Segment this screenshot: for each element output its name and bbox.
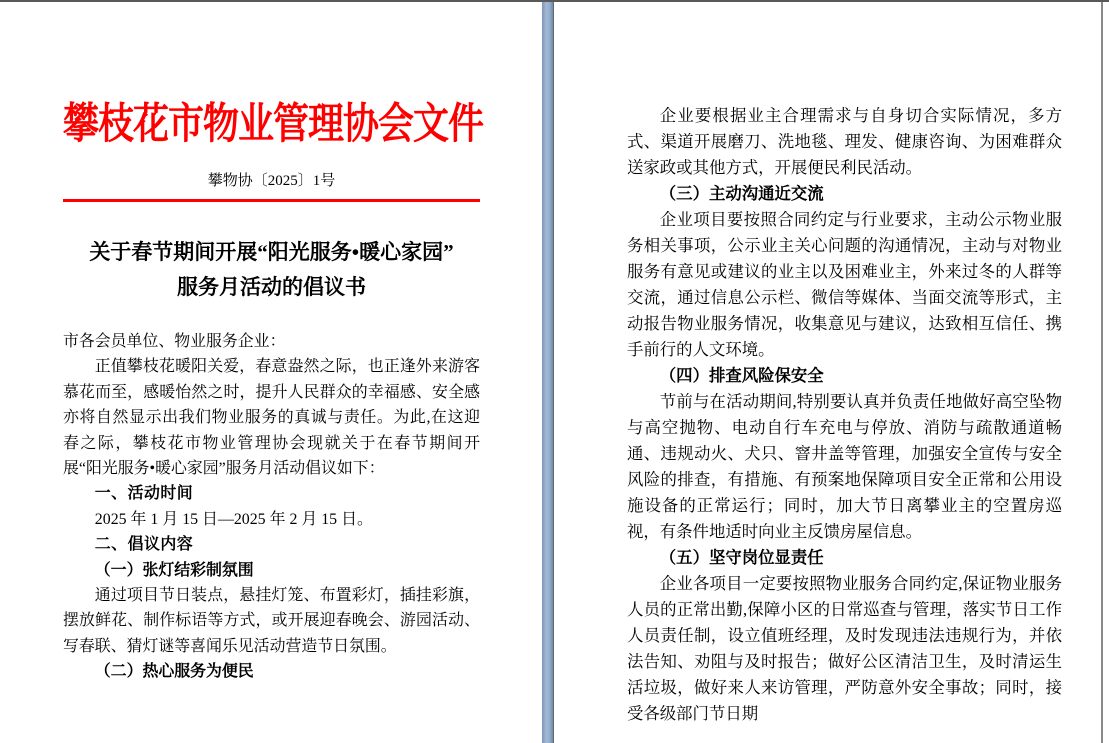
subsection-3-paragraph: 企业项目要按照合同约定与行业要求，主动公示物业服务相关事项，公示业主关心问题的沟通情况，主动与对物业服务有意见或建议的业主以及困难业主，外来过冬的人群等交流，通过信息公示栏、微信等媒体、当面交流等形式，主动报告物业服务情况，收集意见与建议，达致相互信任、携手前行的人文环境。	[627, 210, 1062, 359]
doc-number: 攀物协〔2025〕1号	[207, 173, 336, 189]
subsection-heading-1: （一）张灯结彩制氛围	[94, 561, 254, 579]
subsection-4-paragraph: 节前与在活动期间,特别要认真并负责任地做好高空坠物与高空抛物、电动自行车充电与停放、消防与疏散通道畅通、违规动火、犬只、窨井盖等管理，加强安全宣传与安全风险的排查，有措施、有预案地保障项目安全正常和公用设施设备的正常运行；同时，加大节日离攀业主的空置房巡视，有条件地适时向业主反馈房屋信息。	[627, 392, 1062, 541]
page-divider	[542, 2, 554, 743]
salutation: 市各会员单位、物业服务企业：	[63, 333, 286, 350]
section-heading-1: 一、活动时间	[94, 485, 194, 503]
document-title	[63, 235, 480, 305]
intro-paragraph: 正值攀枝花暖阳关爱，春意盎然之际，也正逢外来游客慕花而至，感暖怡然之时，提升人民群众的幸福感、安全感亦将自然显示出我们物业服务的真诚与责任。为此,在这迎春之际，攀枝花市物业管理协会现就关于在春节期间开展“阳光服务•暖心家园”服务月活动倡议如下：	[63, 358, 480, 478]
document-title-line1: 关于春节期间开展“阳光服务•暖心家园”	[89, 240, 454, 264]
subsection-heading-3: （三）主动沟通近交流	[659, 184, 824, 203]
subsection-1-paragraph: 通过项目节日装点，悬挂灯笼、布置彩灯，插挂彩旗，摆放鲜花、制作标语等方式，或开展迎春晚会、游园活动、写春联、猜灯谜等喜闻乐见活动营造节日氛围。	[63, 587, 480, 655]
page-left[interactable]	[0, 2, 542, 743]
subsection-2-paragraph: 企业要根据业主合理需求与自身切合实际情况，多方式、渠道开展磨刀、洗地毯、理发、健康咨询、为困难群众送家政或其他方式，开展便民利民活动。	[627, 106, 1062, 177]
subsection-heading-5: （五）坚守岗位显责任	[659, 548, 824, 567]
subsection-heading-4: （四）排查风险保安全	[659, 366, 824, 385]
document-title-line2: 服务月活动的倡议书	[177, 275, 366, 299]
viewport-edge-strip	[1103, 2, 1109, 743]
subsection-heading-2: （二）热心服务为便民	[94, 663, 254, 681]
subsection-5-paragraph: 企业各项目一定要按照物业服务合同约定,保证物业服务人员的正常出勤,保障小区的日常巡查与管理，落实节日工作人员责任制，设立值班经理，及时发现违法违规行为，并依法告知、劝阻与及时报告；做好公区清洁卫生，及时清运生活垃圾，做好来人来访管理，严防意外安全事故；同时，接受各级部门节日期	[627, 574, 1062, 723]
letterhead-title: 攀枝花市物业管理协会文件	[63, 100, 484, 148]
letterhead-rule	[63, 199, 480, 202]
section-heading-2: 二、倡议内容	[94, 536, 194, 554]
section-1-date-line: 2025 年 1 月 15 日—2025 年 2 月 15 日。	[94, 510, 373, 528]
page-right[interactable]	[554, 2, 1103, 743]
